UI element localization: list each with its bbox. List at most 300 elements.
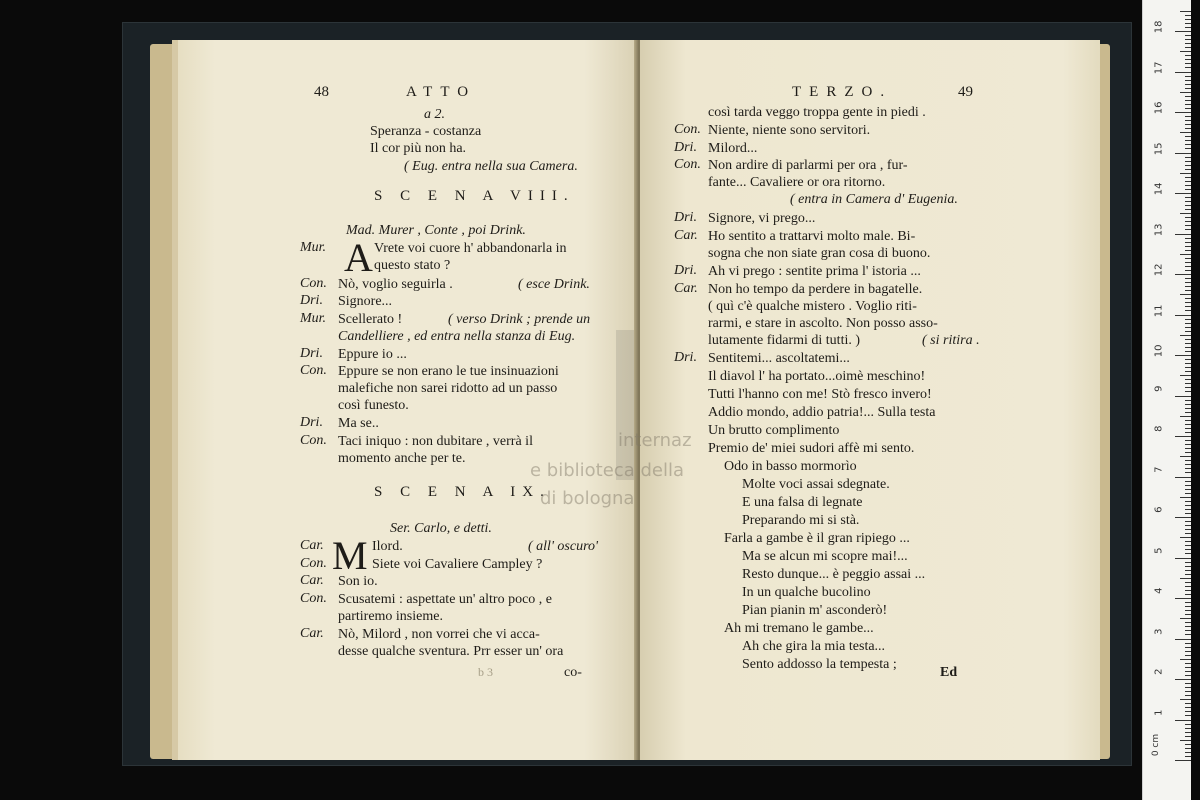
stage-direction: ( Eug. entra nella sua Camera.: [404, 159, 578, 174]
verse-line: Farla a gambe è il gran ripiego ...: [724, 531, 910, 546]
running-header-left: ATTO: [406, 84, 477, 100]
ruler-tick: [1185, 570, 1191, 571]
ruler-tick: [1185, 43, 1191, 44]
text-line: a 2.: [424, 107, 445, 122]
speaker-label: Con.: [674, 122, 701, 137]
page-number-right: 49: [958, 84, 973, 100]
ruler-tick: [1185, 27, 1191, 28]
ruler-tick: [1185, 643, 1191, 644]
ruler-tick: [1185, 136, 1191, 137]
ruler-tick: [1185, 306, 1191, 307]
text-line: Eppure se non erano le tue insinuazioni: [338, 364, 559, 379]
ruler-number: 11: [1153, 304, 1165, 317]
ruler-tick: [1185, 76, 1191, 77]
ruler-tick: [1185, 432, 1191, 433]
catchword: Ed: [940, 665, 958, 680]
ruler-tick: [1185, 359, 1191, 360]
ruler-tick: [1185, 400, 1191, 401]
ruler-tick: [1185, 715, 1191, 716]
text-line: Ho sentito a trattarvi molto male. Bi-: [708, 229, 916, 244]
ruler-tick: [1185, 286, 1191, 287]
speaker-label: Dri.: [300, 293, 323, 308]
ruler-tick: [1175, 234, 1191, 235]
speaker-label: Con.: [300, 433, 327, 448]
verse-line: Odo in basso mormorìo: [724, 459, 857, 474]
ruler-tick: [1185, 744, 1191, 745]
ruler-tick: [1185, 748, 1191, 749]
ruler-tick: [1175, 517, 1191, 518]
ruler-tick: [1180, 699, 1191, 700]
ruler-tick: [1185, 331, 1191, 332]
ruler-tick: [1175, 477, 1191, 478]
verse-line: Pian pianin m' asconderò!: [742, 603, 888, 618]
ruler-tick: [1175, 193, 1191, 194]
ruler-tick: [1180, 92, 1191, 93]
ruler-number: 6: [1153, 506, 1165, 513]
ruler-tick: [1185, 262, 1191, 263]
ruler-tick: [1180, 51, 1191, 52]
ruler-number: 9: [1153, 385, 1165, 392]
stage-direction: ( entra in Camera d' Eugenia.: [790, 192, 958, 207]
ruler-tick: [1180, 294, 1191, 295]
ruler-tick: [1185, 185, 1191, 186]
ruler-tick: [1185, 302, 1191, 303]
ruler-tick: [1185, 144, 1191, 145]
ruler-tick: [1185, 448, 1191, 449]
ruler-tick: [1185, 513, 1191, 514]
ruler-tick: [1185, 298, 1191, 299]
ruler-tick: [1185, 161, 1191, 162]
ruler-tick: [1185, 246, 1191, 247]
speaker-label: Con.: [674, 157, 701, 172]
watermark-text: e biblioteca della: [530, 460, 684, 481]
ruler-tick: [1180, 497, 1191, 498]
ruler-tick: [1175, 153, 1191, 154]
verse-line: Ma se alcun mi scopre mai!...: [742, 549, 908, 564]
ruler-tick: [1185, 88, 1191, 89]
ruler-tick: [1175, 396, 1191, 397]
ruler-tick: [1185, 379, 1191, 380]
ruler-tick: [1185, 736, 1191, 737]
ruler-tick: [1185, 327, 1191, 328]
ruler-tick: [1180, 335, 1191, 336]
scene-heading-viii: S C E N A VIII.: [374, 188, 575, 204]
ruler-tick: [1185, 404, 1191, 405]
left-page: [172, 40, 640, 760]
verse-line: Il diavol l' ha portato...oimè meschino!: [708, 369, 926, 384]
scene-cast: Mad. Murer , Conte , poi Drink.: [346, 223, 526, 238]
ruler-tick: [1180, 659, 1191, 660]
speaker-label: Car.: [674, 281, 698, 296]
ruler-tick: [1185, 545, 1191, 546]
ruler-tick: [1185, 35, 1191, 36]
speaker-label: Dri.: [300, 346, 323, 361]
text-line: ( quì c'è qualche mistero . Voglio riti-: [708, 299, 917, 314]
ruler-tick: [1185, 622, 1191, 623]
verse-line: Un brutto complimento: [708, 423, 840, 438]
ruler-tick: [1180, 173, 1191, 174]
speaker-label: Dri.: [674, 263, 697, 278]
ruler-tick: [1185, 201, 1191, 202]
ruler-tick: [1185, 250, 1191, 251]
ruler-tick: [1185, 756, 1191, 757]
speaker-label: Dri.: [674, 210, 697, 225]
scene-cast: Ser. Carlo, e detti.: [390, 521, 492, 536]
ruler-tick: [1175, 274, 1191, 275]
speaker-label: Con.: [300, 276, 327, 291]
ruler-tick: [1185, 481, 1191, 482]
ruler-number: 5: [1153, 547, 1165, 554]
ruler-tick: [1185, 444, 1191, 445]
ruler-tick: [1185, 258, 1191, 259]
text-line: Ma se..: [338, 416, 379, 431]
text-line: Scusatemi : aspettate un' altro poco , e: [338, 592, 553, 607]
text-line: Scellerato !: [338, 312, 403, 327]
ruler-tick: [1185, 323, 1191, 324]
verse-line: In un qualche bucolino: [742, 585, 871, 600]
ruler-tick: [1185, 157, 1191, 158]
ruler-tick: [1185, 728, 1191, 729]
speaker-label: Con.: [300, 363, 327, 378]
ruler-tick: [1185, 387, 1191, 388]
text-line: Milord...: [708, 141, 758, 156]
ruler-tick: [1185, 606, 1191, 607]
ruler-tick: [1185, 209, 1191, 210]
text-line: momento anche per te.: [338, 451, 466, 466]
measurement-ruler: [1142, 0, 1191, 800]
signature-mark: b 3: [478, 665, 493, 679]
ruler-tick: [1185, 724, 1191, 725]
ruler-tick: [1185, 96, 1191, 97]
ruler-tick: [1185, 460, 1191, 461]
ruler-tick: [1185, 229, 1191, 230]
stage-direction: ( si ritira .: [922, 333, 980, 348]
ruler-number: 4: [1153, 587, 1165, 594]
ruler-tick: [1185, 383, 1191, 384]
text-line: sogna che non siate gran cosa di buono.: [708, 246, 931, 261]
verse-line: Addio mondo, addio patria!... Sulla testa: [708, 405, 936, 420]
ruler-tick: [1185, 67, 1191, 68]
speaker-label: Dri.: [300, 415, 323, 430]
ruler-tick: [1185, 177, 1191, 178]
ruler-number: 7: [1153, 466, 1165, 473]
text-line: Son io.: [338, 574, 378, 589]
ruler-tick: [1185, 189, 1191, 190]
ruler-tick: [1185, 655, 1191, 656]
ruler-tick: [1185, 440, 1191, 441]
ruler-tick: [1185, 711, 1191, 712]
ruler-tick: [1180, 537, 1191, 538]
ruler-tick: [1185, 104, 1191, 105]
ruler-number: 8: [1153, 425, 1165, 432]
text-line: Non ardire di parlarmi per ora , fur-: [708, 158, 908, 173]
verse-line: Premio de' miei sudori affè mi sento.: [708, 441, 915, 456]
ruler-tick: [1185, 590, 1191, 591]
ruler-tick: [1185, 408, 1191, 409]
ruler-tick: [1185, 647, 1191, 648]
ruler-tick: [1175, 436, 1191, 437]
ruler-tick: [1185, 553, 1191, 554]
ruler-tick: [1185, 181, 1191, 182]
ruler-tick: [1185, 108, 1191, 109]
ruler-tick: [1185, 687, 1191, 688]
text-line: partiremo insieme.: [338, 609, 443, 624]
ruler-tick: [1175, 760, 1191, 761]
ruler-tick: [1185, 339, 1191, 340]
text-line: Signore, vi prego...: [708, 211, 816, 226]
ruler-number: 15: [1153, 142, 1165, 155]
ruler-tick: [1185, 651, 1191, 652]
ruler-tick: [1185, 23, 1191, 24]
ruler-tick: [1185, 610, 1191, 611]
text-line: lutamente fidarmi di tutti. ): [708, 333, 861, 348]
ruler-tick: [1185, 116, 1191, 117]
text-line: fante... Cavaliere or ora ritorno.: [708, 175, 886, 190]
ruler-tick: [1185, 424, 1191, 425]
ruler-tick: [1185, 140, 1191, 141]
speaker-label: Mur.: [300, 311, 327, 326]
ruler-tick: [1185, 266, 1191, 267]
speaker-label: Car.: [300, 626, 324, 641]
ruler-tick: [1185, 391, 1191, 392]
speaker-label: Car.: [300, 573, 324, 588]
ruler-number: 10: [1153, 344, 1165, 358]
ruler-tick: [1185, 671, 1191, 672]
ruler-tick: [1185, 464, 1191, 465]
ruler-number: 13: [1153, 223, 1165, 236]
ruler-tick: [1185, 493, 1191, 494]
ruler-tick: [1185, 428, 1191, 429]
ruler-number: 1: [1153, 709, 1165, 716]
ruler-tick: [1180, 618, 1191, 619]
stage-direction: Candelliere , ed entra nella stanza di Eug.: [338, 329, 576, 344]
ruler-tick: [1185, 562, 1191, 563]
speaker-label: Car.: [300, 538, 324, 553]
ruler-tick: [1180, 456, 1191, 457]
ruler-tick: [1185, 169, 1191, 170]
ruler-tick: [1175, 355, 1191, 356]
ruler-tick: [1175, 720, 1191, 721]
ruler-tick: [1180, 740, 1191, 741]
ruler-tick: [1175, 639, 1191, 640]
drop-cap: M: [332, 533, 368, 578]
ruler-tick: [1185, 634, 1191, 635]
ruler-tick: [1185, 675, 1191, 676]
ruler-tick: [1185, 59, 1191, 60]
text-line: Ah vi prego : sentite prima l' istoria ...: [708, 264, 921, 279]
text-line: Ilord.: [372, 539, 403, 554]
ruler-tick: [1185, 541, 1191, 542]
right-page: [640, 40, 1100, 760]
ruler-number: 14: [1153, 182, 1165, 196]
ruler-tick: [1180, 416, 1191, 417]
ruler-tick: [1185, 351, 1191, 352]
ruler-tick: [1185, 683, 1191, 684]
ruler-tick: [1175, 679, 1191, 680]
ruler-tick: [1185, 19, 1191, 20]
verse-line: E una falsa di legnate: [742, 495, 863, 510]
ruler-tick: [1185, 47, 1191, 48]
ruler-tick: [1185, 489, 1191, 490]
text-line: Vrete voi cuore h' abbandonarla in: [374, 241, 567, 256]
ruler-tick: [1175, 315, 1191, 316]
text-line: Nò, voglio seguirla .: [338, 277, 453, 292]
ruler-tick: [1185, 282, 1191, 283]
ruler-tick: [1185, 501, 1191, 502]
ruler-tick: [1185, 270, 1191, 271]
ruler-tick: [1185, 80, 1191, 81]
speaker-label: Car.: [674, 228, 698, 243]
ruler-tick: [1185, 100, 1191, 101]
speaker-label: Con.: [300, 591, 327, 606]
text-line: Sentitemi... ascoltatemi...: [708, 351, 850, 366]
ruler-tick: [1185, 707, 1191, 708]
speaker-label: Dri.: [674, 140, 697, 155]
text-line: Non ho tempo da perdere in bagatelle.: [708, 282, 923, 297]
ruler-tick: [1185, 371, 1191, 372]
ruler-tick: [1185, 505, 1191, 506]
watermark-text: di bologna: [540, 488, 635, 509]
ruler-tick: [1185, 549, 1191, 550]
ruler-number: 17: [1153, 61, 1165, 74]
ruler-tick: [1185, 278, 1191, 279]
ruler-tick: [1185, 238, 1191, 239]
ruler-tick: [1185, 197, 1191, 198]
text-line: Niente, niente sono servitori.: [708, 123, 871, 138]
ruler-tick: [1185, 582, 1191, 583]
ruler-tick: [1185, 566, 1191, 567]
speaker-label: Con.: [300, 556, 327, 571]
ruler-tick: [1185, 412, 1191, 413]
speaker-label: Mur.: [300, 240, 327, 255]
ruler-tick: [1185, 614, 1191, 615]
ruler-tick: [1185, 752, 1191, 753]
text-line: così funesto.: [338, 398, 409, 413]
stage-direction: ( verso Drink ; prende un: [448, 312, 591, 327]
ruler-tick: [1185, 63, 1191, 64]
ruler-tick: [1185, 55, 1191, 56]
ruler-tick: [1185, 468, 1191, 469]
ruler-tick: [1180, 213, 1191, 214]
ruler-tick: [1185, 148, 1191, 149]
text-line: desse qualche sventura. Prr esser un' ora: [338, 644, 564, 659]
text-line: malefiche non sarei ridotto ad un passo: [338, 381, 558, 396]
stage-direction: ( esce Drink.: [518, 277, 590, 292]
ruler-tick: [1175, 558, 1191, 559]
ruler-tick: [1185, 420, 1191, 421]
ruler-tick: [1185, 120, 1191, 121]
ruler-tick: [1185, 691, 1191, 692]
ruler-tick: [1185, 205, 1191, 206]
ruler-tick: [1185, 695, 1191, 696]
ruler-tick: [1175, 598, 1191, 599]
watermark-text: internaz: [618, 430, 692, 451]
ruler-tick: [1185, 347, 1191, 348]
ruler-number: 18: [1153, 20, 1165, 34]
ruler-number: 16: [1153, 101, 1165, 115]
ruler-tick: [1185, 602, 1191, 603]
text-line: Siete voi Cavaliere Campley ?: [372, 557, 543, 572]
ruler-unit-label: 0 cm: [1151, 733, 1162, 757]
ruler-tick: [1175, 112, 1191, 113]
text-line: Speranza - costanza: [370, 124, 482, 139]
ruler-tick: [1185, 485, 1191, 486]
ruler-tick: [1185, 525, 1191, 526]
ruler-tick: [1180, 132, 1191, 133]
ruler-tick: [1185, 343, 1191, 344]
ruler-tick: [1185, 533, 1191, 534]
ruler-number: 2: [1153, 668, 1165, 675]
verse-line: Ah che gira la mia testa...: [742, 639, 886, 654]
ruler-tick: [1185, 472, 1191, 473]
ruler-tick: [1185, 39, 1191, 40]
ruler-tick: [1185, 128, 1191, 129]
ruler-tick: [1175, 72, 1191, 73]
ruler-tick: [1185, 15, 1191, 16]
text-line: rarmi, e stare in ascolto. Non posso asso-: [708, 316, 938, 331]
catchword: co-: [564, 665, 582, 680]
text-line: Signore...: [338, 294, 393, 309]
ruler-tick: [1185, 225, 1191, 226]
ruler-tick: [1185, 703, 1191, 704]
text-line: Il cor più non ha.: [370, 141, 467, 156]
text-line: Nò, Milord , non vorrei che vi acca-: [338, 627, 540, 642]
ruler-tick: [1185, 630, 1191, 631]
ruler-tick: [1175, 31, 1191, 32]
stage-direction: ( all' oscuro': [528, 539, 599, 554]
ruler-tick: [1185, 221, 1191, 222]
ruler-number: 12: [1153, 263, 1165, 277]
ruler-tick: [1180, 578, 1191, 579]
ruler-tick: [1185, 165, 1191, 166]
running-header-right: TERZO.: [792, 84, 893, 100]
ruler-tick: [1185, 732, 1191, 733]
speaker-label: Dri.: [674, 350, 697, 365]
verse-line: Tutti l'hanno con me! Stò fresco invero!: [708, 387, 932, 402]
page-number-left: 48: [314, 84, 329, 100]
verse-line: Sento addosso la tempesta ;: [742, 657, 897, 672]
ruler-tick: [1180, 375, 1191, 376]
ruler-tick: [1185, 310, 1191, 311]
verse-line: Preparando mi si stà.: [742, 513, 860, 528]
ruler-tick: [1185, 367, 1191, 368]
ruler-tick: [1185, 124, 1191, 125]
ruler-tick: [1180, 11, 1191, 12]
ruler-tick: [1185, 594, 1191, 595]
text-line: Eppure io ...: [338, 347, 407, 362]
scene-heading-ix: S C E N A IX.: [374, 484, 551, 500]
text-line: questo stato ?: [374, 258, 451, 273]
ruler-tick: [1185, 509, 1191, 510]
drop-cap: A: [344, 235, 373, 280]
ruler-tick: [1185, 84, 1191, 85]
ruler-tick: [1185, 452, 1191, 453]
ruler-tick: [1185, 626, 1191, 627]
ruler-number: 3: [1153, 628, 1165, 635]
verse-line: Molte voci assai sdegnate.: [742, 477, 890, 492]
ruler-tick: [1185, 363, 1191, 364]
ruler-tick: [1185, 290, 1191, 291]
ruler-tick: [1185, 667, 1191, 668]
text-line: Taci iniquo : non dubitare , verrà il: [338, 434, 533, 449]
verse-line: Ah mi tremano le gambe...: [724, 621, 874, 636]
verse-line: Resto dunque... è peggio assai ...: [742, 567, 926, 582]
ruler-tick: [1185, 586, 1191, 587]
ruler-tick: [1185, 521, 1191, 522]
ruler-tick: [1185, 242, 1191, 243]
text-line: così tarda veggo troppa gente in piedi .: [708, 105, 926, 120]
ruler-tick: [1185, 574, 1191, 575]
